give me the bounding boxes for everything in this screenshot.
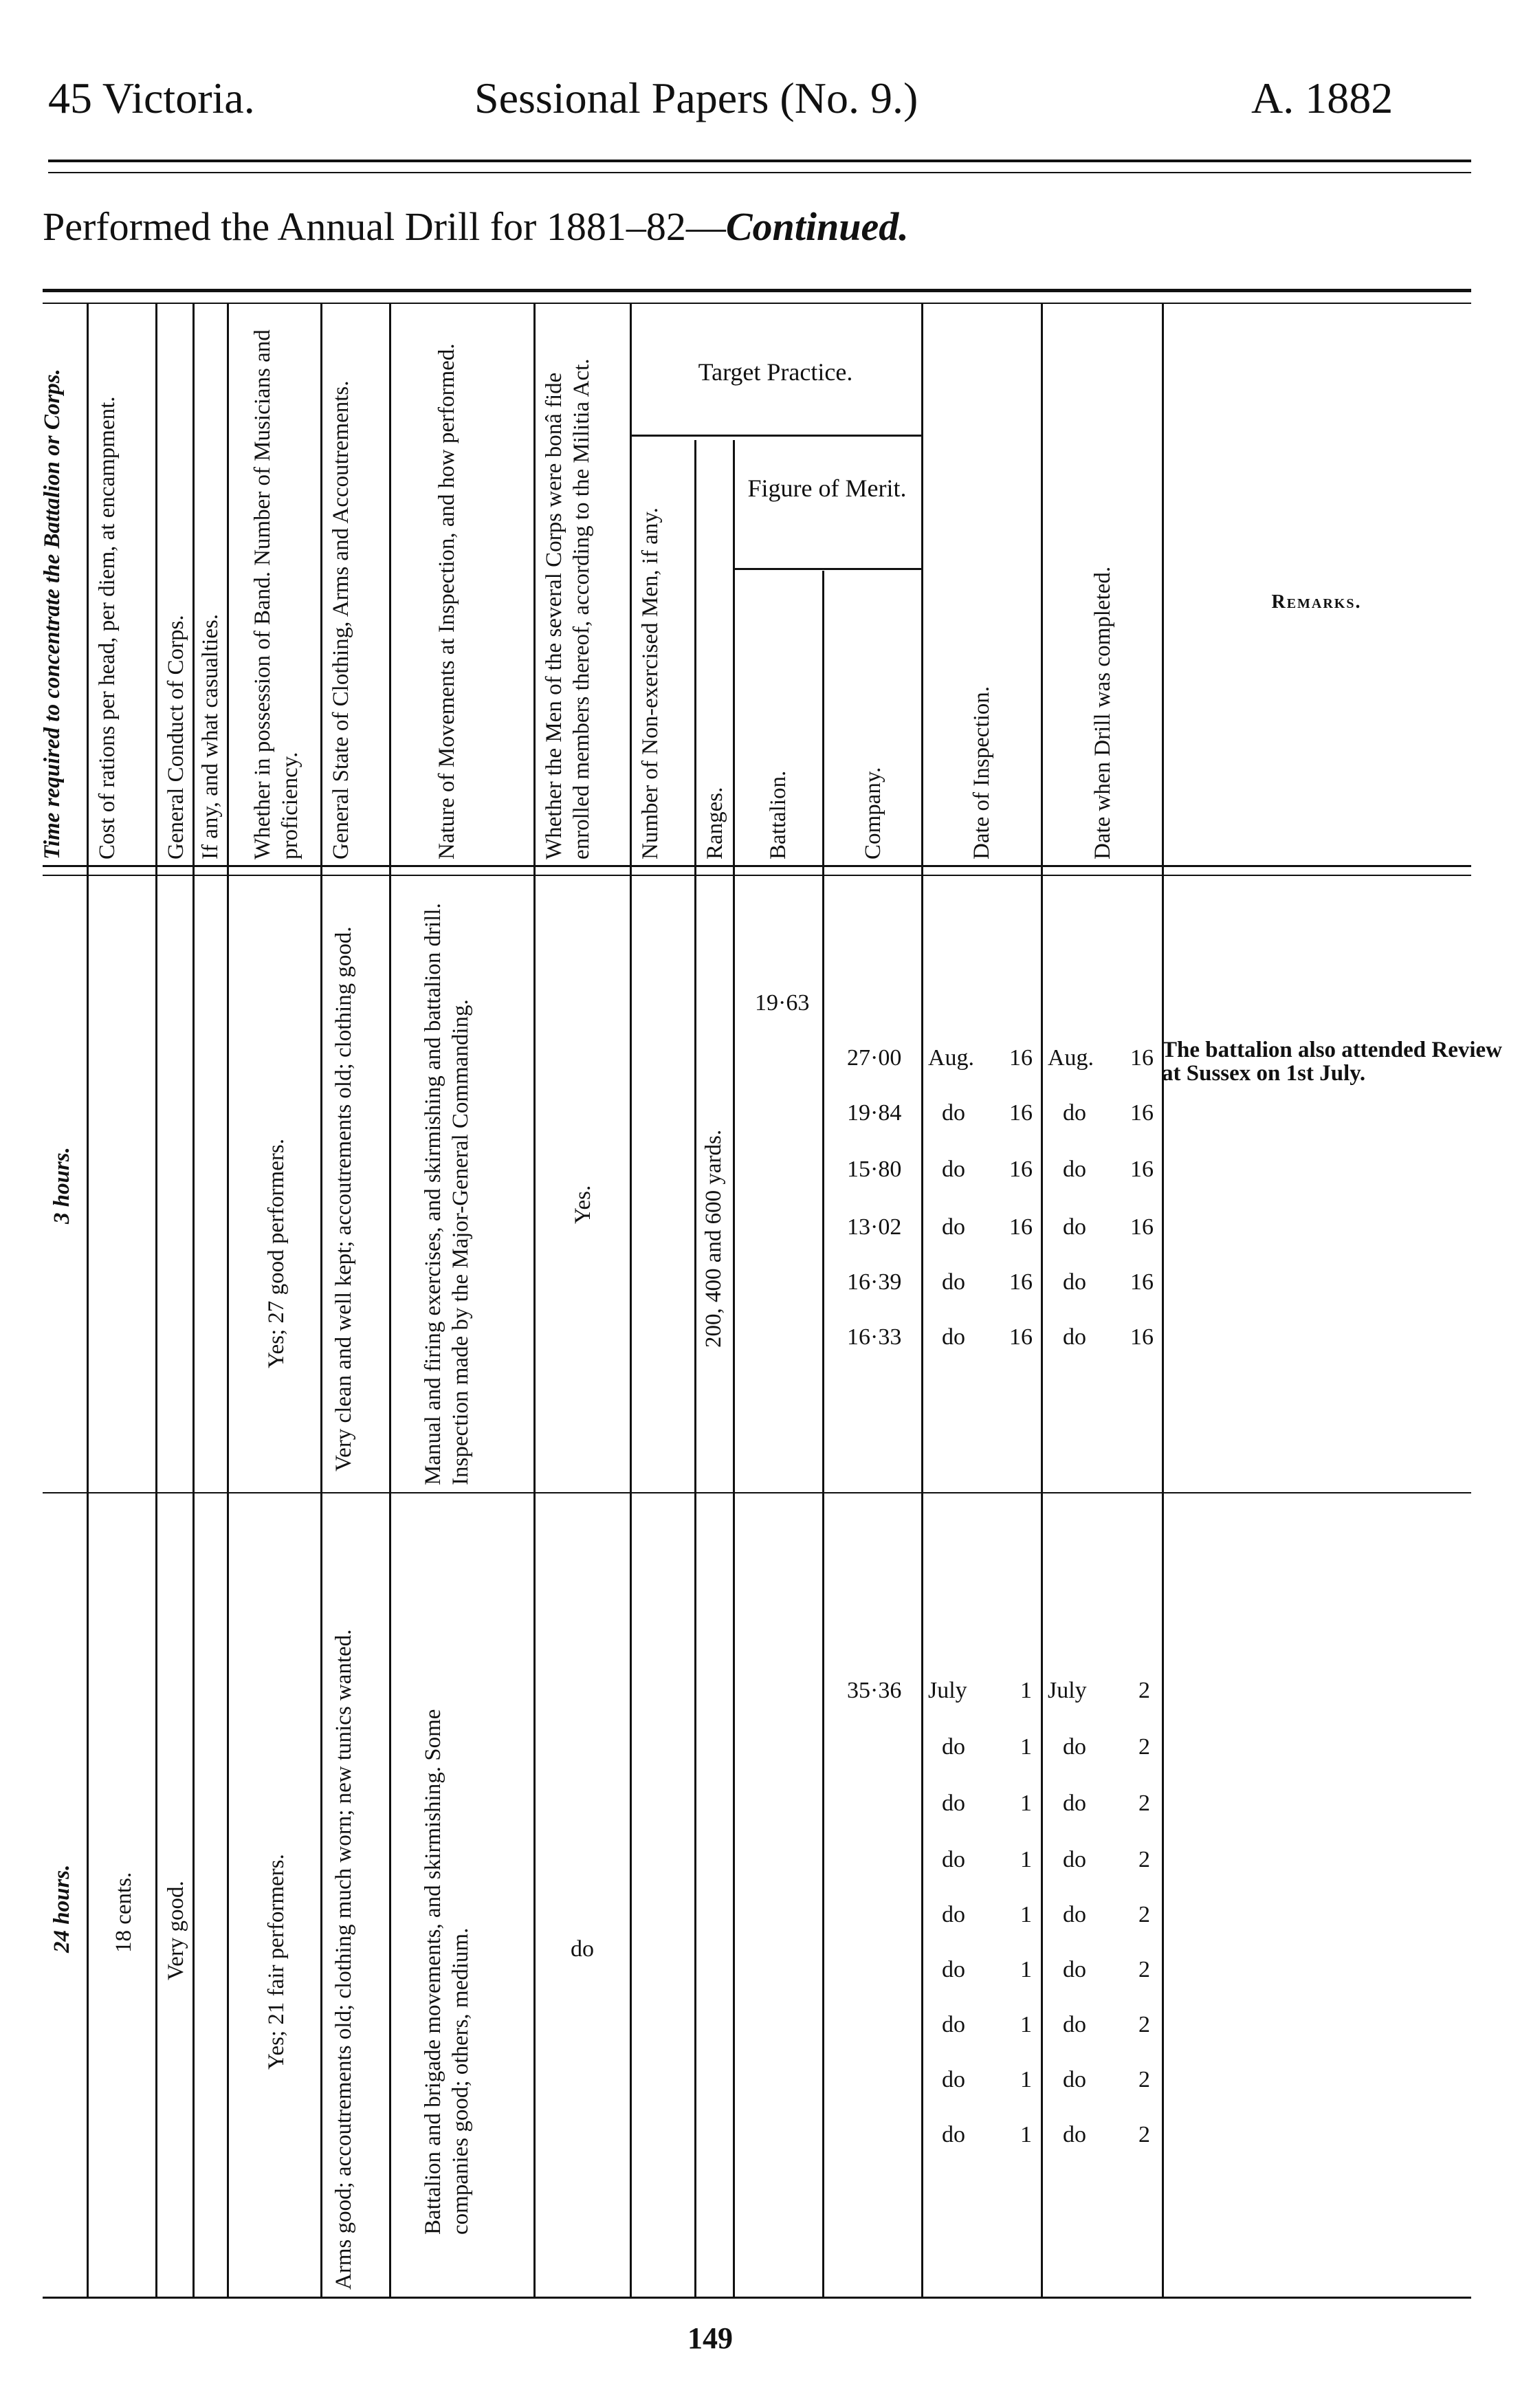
col-time-required: Time required to concentrate the Battalion or Corps. <box>40 369 65 860</box>
col-line <box>1041 303 1043 2297</box>
completed-day: 2 <box>1138 1847 1150 1872</box>
col-line <box>630 303 632 2297</box>
header-center: Sessional Papers (No. 9.) <box>474 74 918 122</box>
row-separator <box>43 1492 1471 1493</box>
inspection-month: Aug. <box>928 1045 975 1071</box>
completed-month: do <box>1063 1324 1086 1350</box>
inspection-day: 16 <box>1009 1214 1033 1240</box>
completed-month: do <box>1063 1902 1086 1927</box>
col-line <box>921 303 923 2297</box>
col-target-practice: Target Practice. <box>698 358 853 386</box>
completed-month: Aug. <box>1048 1045 1094 1071</box>
completed-month: do <box>1063 2012 1086 2037</box>
col-line <box>227 303 229 2297</box>
inspection-month: do <box>942 1847 965 1872</box>
table-subtitle: Performed the Annual Drill for 1881–82—Continued. <box>43 204 909 249</box>
row2-clothing: Arms good; accoutrements old; clothing much worn; new tunics wanted. <box>331 1629 356 2290</box>
inspection-day: 16 <box>1009 1324 1033 1350</box>
row1-remarks: The battalion also attended Review at Sussex on 1st July. <box>1162 1038 1502 1086</box>
row2-movements: Battalion and brigade movements, and skirmishing. Some companies good; others, medium. <box>421 1709 473 2235</box>
row1-clothing: Very clean and well kept; accoutrements old; clothing good. <box>331 926 356 1471</box>
col-band: Whether in possession of Band. Number of Musicians and proficiency. <box>250 329 302 860</box>
completed-month: do <box>1063 2067 1086 2092</box>
col-cost-rations: Cost of rations per head, per diem, at encampment. <box>95 396 120 860</box>
completed-day: 2 <box>1138 2067 1150 2092</box>
company-merit: 27·00 <box>847 1045 902 1071</box>
inspection-day: 1 <box>1020 1734 1032 1760</box>
inspection-month: do <box>942 2067 965 2092</box>
completed-day: 16 <box>1130 1157 1154 1182</box>
table-bottom-rule <box>43 2297 1471 2299</box>
inspection-month: do <box>942 1734 965 1760</box>
completed-day: 16 <box>1130 1269 1154 1295</box>
col-line <box>733 440 735 2297</box>
col-casualties: If any, and what casualties. <box>198 613 223 860</box>
header-right: A. 1882 <box>1251 74 1394 122</box>
inspection-month: do <box>942 1157 965 1182</box>
company-merit: 16·39 <box>847 1269 902 1295</box>
col-company: Company. <box>861 767 885 860</box>
completed-day: 2 <box>1138 2122 1150 2147</box>
completed-month: do <box>1063 1791 1086 1816</box>
inspection-day: 1 <box>1020 1902 1032 1927</box>
row2-band: Yes; 21 fair performers. <box>264 1854 289 2070</box>
inspection-day: 1 <box>1020 1847 1032 1872</box>
completed-day: 2 <box>1138 1734 1150 1760</box>
col-line <box>192 303 195 2297</box>
completed-month: do <box>1063 2122 1086 2147</box>
completed-day: 2 <box>1138 1678 1150 1703</box>
inspection-day: 1 <box>1020 2067 1032 2092</box>
inspection-month: July <box>928 1678 967 1703</box>
page-number: 149 <box>687 2321 733 2355</box>
target-practice-rule <box>630 435 921 437</box>
col-line <box>389 303 391 2297</box>
col-line <box>87 303 89 2297</box>
completed-month: July <box>1048 1678 1087 1703</box>
inspection-month: do <box>942 1902 965 1927</box>
completed-month: do <box>1063 1269 1086 1295</box>
inspection-day: 1 <box>1020 1791 1032 1816</box>
col-line <box>822 571 824 2297</box>
col-date-completed: Date when Drill was completed. <box>1090 566 1115 860</box>
header-left: 45 Victoria. <box>48 74 255 122</box>
completed-month: do <box>1063 1100 1086 1126</box>
inspection-month: do <box>942 1100 965 1126</box>
col-conduct: General Conduct of Corps. <box>164 615 188 860</box>
header-bottom-rule-thin <box>43 875 1471 876</box>
completed-month: do <box>1063 1847 1086 1872</box>
inspection-month: do <box>942 1269 965 1295</box>
col-ranges: Ranges. <box>703 787 727 860</box>
row2-cost: 18 cents. <box>111 1872 136 1953</box>
completed-day: 16 <box>1130 1045 1154 1071</box>
inspection-day: 16 <box>1009 1157 1033 1182</box>
col-battalion: Battalion. <box>766 770 791 860</box>
col-figure-of-merit: Figure of Merit. <box>747 474 907 502</box>
col-line <box>320 303 322 2297</box>
completed-month: do <box>1063 1214 1086 1240</box>
row2-conduct: Very good. <box>164 1881 188 1980</box>
table-top-rule <box>43 289 1471 292</box>
header-rule <box>48 160 1471 162</box>
row1-ranges: 200, 400 and 600 yards. <box>701 1129 726 1348</box>
header-bottom-rule <box>43 865 1471 867</box>
completed-day: 2 <box>1138 2012 1150 2037</box>
completed-day: 2 <box>1138 1791 1150 1816</box>
inspection-day: 1 <box>1020 1957 1032 1982</box>
col-line <box>533 303 536 2297</box>
company-merit: 35·36 <box>847 1678 902 1703</box>
col-bona-fide: Whether the Men of the several Corps were bonâ fide enrolled members thereof, according to the Militia Act. <box>542 358 594 860</box>
col-remarks: Remarks. <box>1271 591 1362 613</box>
completed-day: 16 <box>1130 1100 1154 1126</box>
col-movements: Nature of Movements at Inspection, and how performed. <box>434 343 459 860</box>
col-date-inspection: Date of Inspection. <box>969 686 994 860</box>
inspection-day: 1 <box>1020 2122 1032 2147</box>
completed-month: do <box>1063 1734 1086 1760</box>
inspection-day: 16 <box>1009 1100 1033 1126</box>
figure-of-merit-rule <box>733 568 921 570</box>
row2-bona-fide: do <box>571 1936 594 1962</box>
completed-month: do <box>1063 1157 1086 1182</box>
inspection-month: do <box>942 1957 965 1982</box>
company-merit: 15·80 <box>847 1157 902 1182</box>
inspection-month: do <box>942 2012 965 2037</box>
col-line <box>694 440 696 2297</box>
inspection-month: do <box>942 1214 965 1240</box>
inspection-day: 16 <box>1009 1045 1033 1071</box>
col-non-exercised: Number of Non-exercised Men, if any. <box>638 507 663 860</box>
inspection-month: do <box>942 1791 965 1816</box>
row1-battalion-merit: 19·63 <box>755 990 810 1016</box>
row2-time: 24 hours. <box>49 1864 74 1953</box>
company-merit: 19·84 <box>847 1100 902 1126</box>
inspection-month: do <box>942 1324 965 1350</box>
company-merit: 13·02 <box>847 1214 902 1240</box>
completed-month: do <box>1063 1957 1086 1982</box>
inspection-day: 1 <box>1020 2012 1032 2037</box>
completed-day: 16 <box>1130 1214 1154 1240</box>
row1-time: 3 hours. <box>49 1147 74 1224</box>
inspection-day: 1 <box>1020 1678 1032 1703</box>
completed-day: 2 <box>1138 1957 1150 1982</box>
row1-band: Yes; 27 good performers. <box>264 1139 289 1368</box>
inspection-day: 16 <box>1009 1269 1033 1295</box>
completed-day: 16 <box>1130 1324 1154 1350</box>
company-merit: 16·33 <box>847 1324 902 1350</box>
row1-bona-fide: Yes. <box>571 1185 595 1224</box>
col-clothing: General State of Clothing, Arms and Accoutrements. <box>329 380 353 860</box>
completed-day: 2 <box>1138 1902 1150 1927</box>
row1-movements: Manual and firing exercises, and skirmishing and battalion drill. Inspection made by the Major-General Commanding. <box>421 903 473 1485</box>
header-rule-thin <box>48 172 1471 173</box>
col-line <box>155 303 157 2297</box>
inspection-month: do <box>942 2122 965 2147</box>
